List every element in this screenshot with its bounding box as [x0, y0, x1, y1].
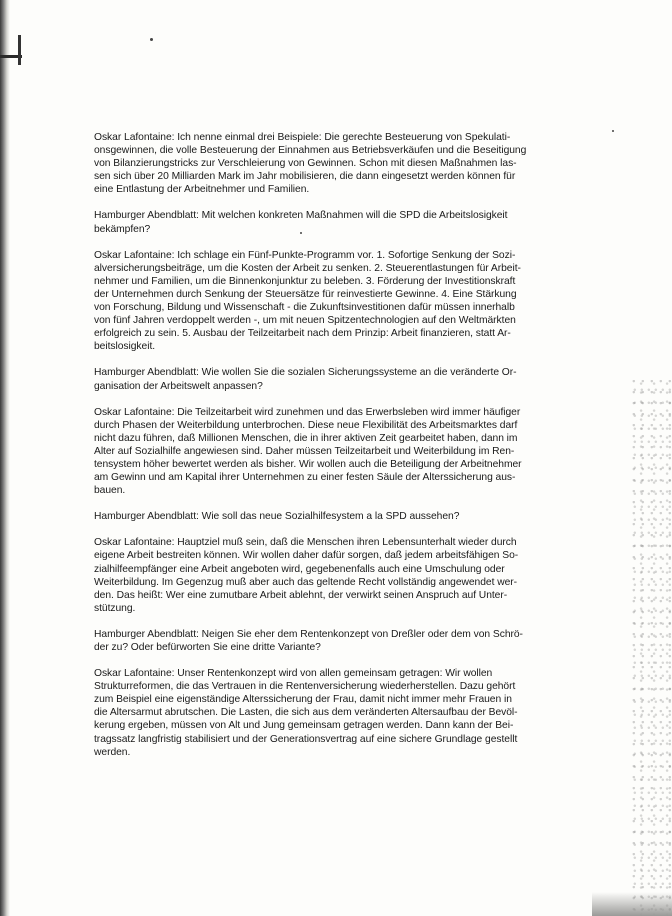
question-paragraph: Hamburger Abendblatt: Mit welchen konkreten Maßnahmen will die SPD die Arbeitslosigkeit bekämpfen? [94, 210, 508, 235]
question-paragraph: Hamburger Abendblatt: Neigen Sie eher dem Rentenkonzept von Dreßler oder dem von Schrö- der zu? Oder befürworten Sie eine dritte Variante? [94, 628, 523, 653]
scan-edge-shadow [0, 0, 10, 916]
scan-noise [632, 380, 672, 916]
scan-speck [612, 130, 614, 132]
question-paragraph: Hamburger Abendblatt: Wie wollen Sie die sozialen Sicherungssysteme an die veränderte Or- ganisation der Arbeitswelt anpassen? [94, 367, 517, 392]
answer-paragraph: Oskar Lafontaine: Hauptziel muß sein, daß die Menschen ihren Lebensunterhalt wieder durch eigene Arbeit bestreiten können. Wir wollen daher dafür sorgen, daß jedem arbeitsfähigen So- zialhilfeempfänger eine Arbeit angeboten wird, gegebenenfalls auch eine Umschulung oder Weiterbildung. Im Gegenzug muß aber auch das geltende Recht vollständig angewendet wer- den. Das heißt: Wer eine zumutbare Arbeit ablehnt, der verwirkt seinen Anspruch auf Unter- stützung. [94, 537, 519, 614]
scan-edge-shadow [592, 892, 672, 916]
answer-paragraph: Oskar Lafontaine: Ich nenne einmal drei Beispiele: Die gerechte Besteuerung von Spekulati- onsgewinnen, die volle Besteuerung der Einnahmen aus Betriebsverkäufen und die Beseitigung von Bilanzierungstricks zur Verschleierung von Gewinnen. Schon mit diesen Maßnahmen las- sen sich über 20 Milliarden Mark im Jahr mobilisieren, die dann eingesetzt werden können für eine Entlastung der Arbeitnehmer und Familien. [94, 132, 527, 196]
answer-paragraph: Oskar Lafontaine: Die Teilzeitarbeit wird zunehmen und das Erwerbsleben wird immer häufiger durch Phasen der Weiterbildung unterbrochen. Diese neue Flexibilität des Arbeitsmarktes darf nicht dazu führen, daß Millionen Menschen, die in ihrer aktiven Zeit gearbeitet haben, dann im Alter auf Sozialhilfe angewiesen sind. Daher müssen Teilzeitarbeit und Weiterbildung im Ren- tensystem höher bewertet werden als bisher. Wir wollen auch die Beteiligung der Arbeitnehmer am Gewinn und am Kapital ihrer Unternehmen zu einer festen Säule der Alterssicherung aus- bauen. [94, 406, 522, 497]
interview-text [94, 131, 564, 772]
scan-speck [150, 38, 153, 41]
question-paragraph: Hamburger Abendblatt: Wie soll das neue Sozialhilfesystem a la SPD aussehen? [94, 511, 460, 523]
answer-paragraph: Oskar Lafontaine: Unser Rentenkonzept wird von allen gemeinsam getragen: Wir wollen Strukturreformen, die das Vertrauen in die Rentenversicherung wiederherstellen. Dazu gehört zum Beispiel eine eigenständige Alterssicherung der Frau, damit nicht immer mehr Frauen in die Altersarmut abrutschen. Die Lasten, die sich aus dem veränderten Altersaufbau der Bevöl- kerung ergeben, müssen von Alt und Jung gemeinsam getragen werden. Dann kann der Bei- tragssatz langfristig stabilisiert und der Generationsvertrag auf eine sichere Grundlage gestellt werden. [94, 668, 518, 758]
answer-paragraph: Oskar Lafontaine: Ich schlage ein Fünf-Punkte-Programm vor. 1. Sofortige Senkung der Sozi- alversicherungsbeiträge, um die Kosten der Arbeit zu senken. 2. Steuerentlastungen für Arbeit- nehmer und Familien, um die Binnenkonjunktur zu beleben. 3. Förderung der Investitionskraft der Unternehmen durch Senkung der Steuersätze für reinvestierte Gewinne. 4. Eine Stärkung von Forschung, Bildung und Wissenschaft - die Zukunftsinvestitionen dafür müssen innerhalb von fünf Jahren verdoppelt werden -, um mit neuen Spitzentechnologien auf den Weltmärkten erfolgreich zu sein. 5. Ausbau der Teilzeitarbeit nach dem Prinzip: Arbeit finanzieren, statt Ar- beitslosigkeit. [94, 249, 521, 353]
scan-mark [18, 35, 21, 65]
